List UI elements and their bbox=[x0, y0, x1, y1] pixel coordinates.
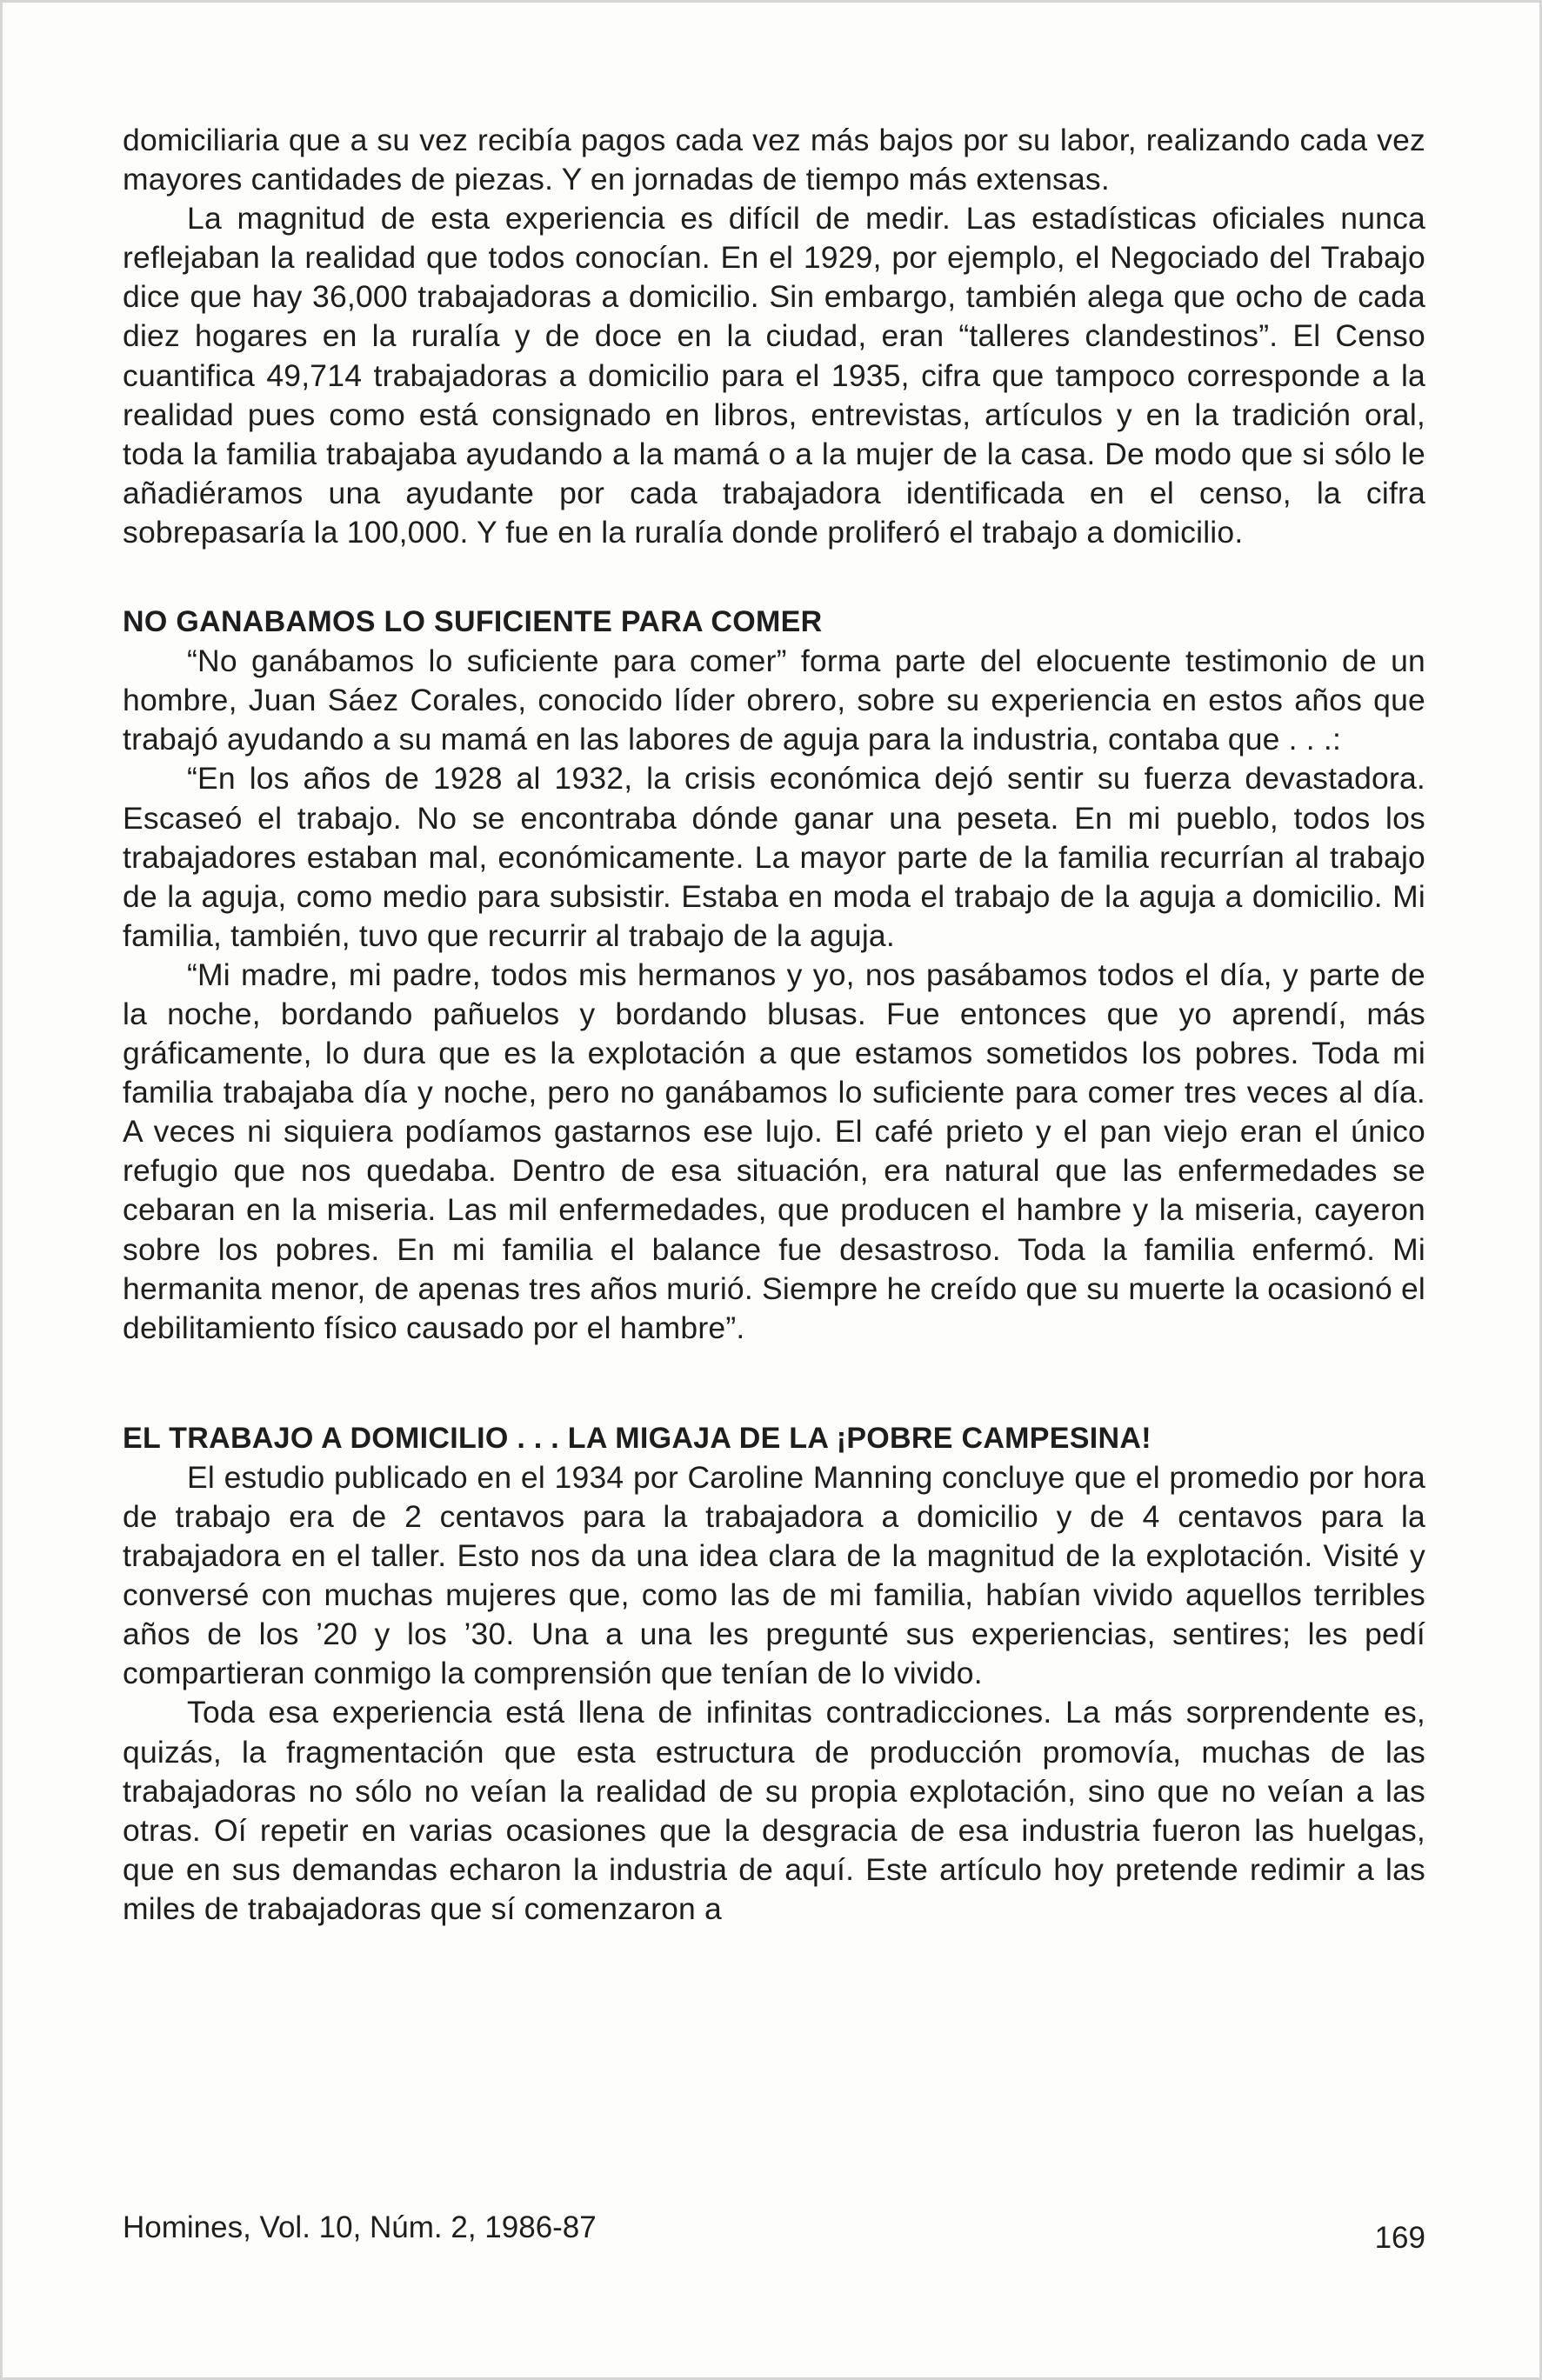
section-heading-1: NO GANABAMOS LO SUFICIENTE PARA COMER bbox=[123, 605, 823, 639]
section-heading-2: EL TRABAJO A DOMICILIO . . . LA MIGAJA DE LA ¡POBRE CAMPESINA! bbox=[123, 1421, 1151, 1455]
section-gap bbox=[123, 552, 1425, 603]
paragraph-intro-2: La magnitud de esta experiencia es difícil de medir. Las estadísticas oficiales nunca reflejaban la realidad que todos conocían. En el 1929, por ejemplo, el Negociado del Trabajo dice que hay 36,000 trabajadoras a domicilio. Sin embargo, también alega que ocho de cada diez hogares en la ruralía y de doce en la ciudad, eran “talleres clandestinos”. El Censo cuantifica 49,714 trabajadoras a domicilio para el 1935, cifra que tampoco corresponde a la realidad pues como está consignado en libros, entrevistas, artículos y en la tradición oral, toda la familia trabajaba ayudando a la mamá o a la mujer de la casa. De modo que si sólo le añadiéramos una ayudante por cada trabajadora identificada en el censo, la cifra sobrepasaría la 100,000. Y fue en la ruralía donde proliferó el trabajo a domicilio. bbox=[123, 201, 1425, 550]
page-number: 169 bbox=[1374, 2221, 1425, 2255]
article-body bbox=[123, 121, 1425, 1929]
paragraph-intro-1: domiciliaria que a su vez recibía pagos cada vez más bajos por su labor, realizando cada vez mayores cantidades de piezas. Y en jornadas de tiempo más extensas. bbox=[123, 123, 1425, 197]
journal-citation: Homines, Vol. 10, Núm. 2, 1986-87 bbox=[123, 2210, 597, 2244]
quote-paragraph-1: “En los años de 1928 al 1932, la crisis económica dejó sentir su fuerza devastadora. Escaseó el trabajo. No se encontraba dónde ganar una peseta. En mi pueblo, todos los trabajadores estaban mal, económicamente. La mayor parte de la familia recurrían al trabajo de la aguja, como medio para subsistir. Estaba en moda el trabajo de la aguja a domicilio. Mi familia, también, tuvo que recurrir al trabajo de la aguja. bbox=[123, 761, 1425, 953]
paragraph-s2-1: El estudio publicado en el 1934 por Caroline Manning concluye que el promedio por hora de trabajo era de 2 centavos para la trabajadora a domicilio y de 4 centavos para la trabajadora en el taller. Esto nos da una idea clara de la magnitud de la explotación. Visité y conversé con muchas mujeres que, como las de mi familia, habían vivido aquellos terribles años de los ’20 y los ’30. Una a una les pregunté sus experiencias, sentires; les pedí compartieran conmigo la comprensión que tenían de lo vivido. bbox=[123, 1459, 1425, 1691]
quote-paragraph-2: “Mi madre, mi padre, todos mis hermanos y yo, nos pasábamos todos el día, y parte de la noche, bordando pañuelos y bordando blusas. Fue entonces que yo aprendí, más gráficamente, lo dura que es la explotación a que estamos sometidos los pobres. Toda mi familia trabajaba día y noche, pero no ganábamos lo suficiente para comer tres veces al día. A veces ni siquiera podíamos gastarnos ese lujo. El café prieto y el pan viejo eran el único refugio que nos quedaba. Dentro de esa situación, era natural que las enfermedades se cebaran en la miseria. Las mil enfermedades, que producen el hambre y la miseria, cayeron sobre los pobres. En mi familia el balance fue desastroso. Toda la familia enfermó. Mi hermanita menor, de apenas tres años murió. Siempre he creído que su muerte la ocasionó el debilitamiento físico causado por el hambre”. bbox=[123, 957, 1425, 1345]
paragraph-s2-2: Toda esa experiencia está llena de infinitas contradicciones. La más sorprendente es, quizás, la fragmentación que esta estructura de producción promovía, muchas de las trabajadoras no sólo no veían la realidad de su propia explotación, sino que no veían a las otras. Oí repetir en varias ocasiones que la desgracia de esa industria fueron las huelgas, que en sus demandas echaron la industria de aquí. Este artículo hoy pretende redimir a las miles de trabajadoras que sí comenzaron a bbox=[123, 1695, 1425, 1926]
section-gap bbox=[123, 1348, 1425, 1419]
paragraph-s1-1: “No ganábamos lo suficiente para comer” forma parte del elocuente testimonio de un hombre, Juan Sáez Corales, conocido líder obrero, sobre su experiencia en estos años que trabajó ayudando a su mamá en las labores de aguja para la industria, contaba que . . .: bbox=[123, 643, 1425, 757]
